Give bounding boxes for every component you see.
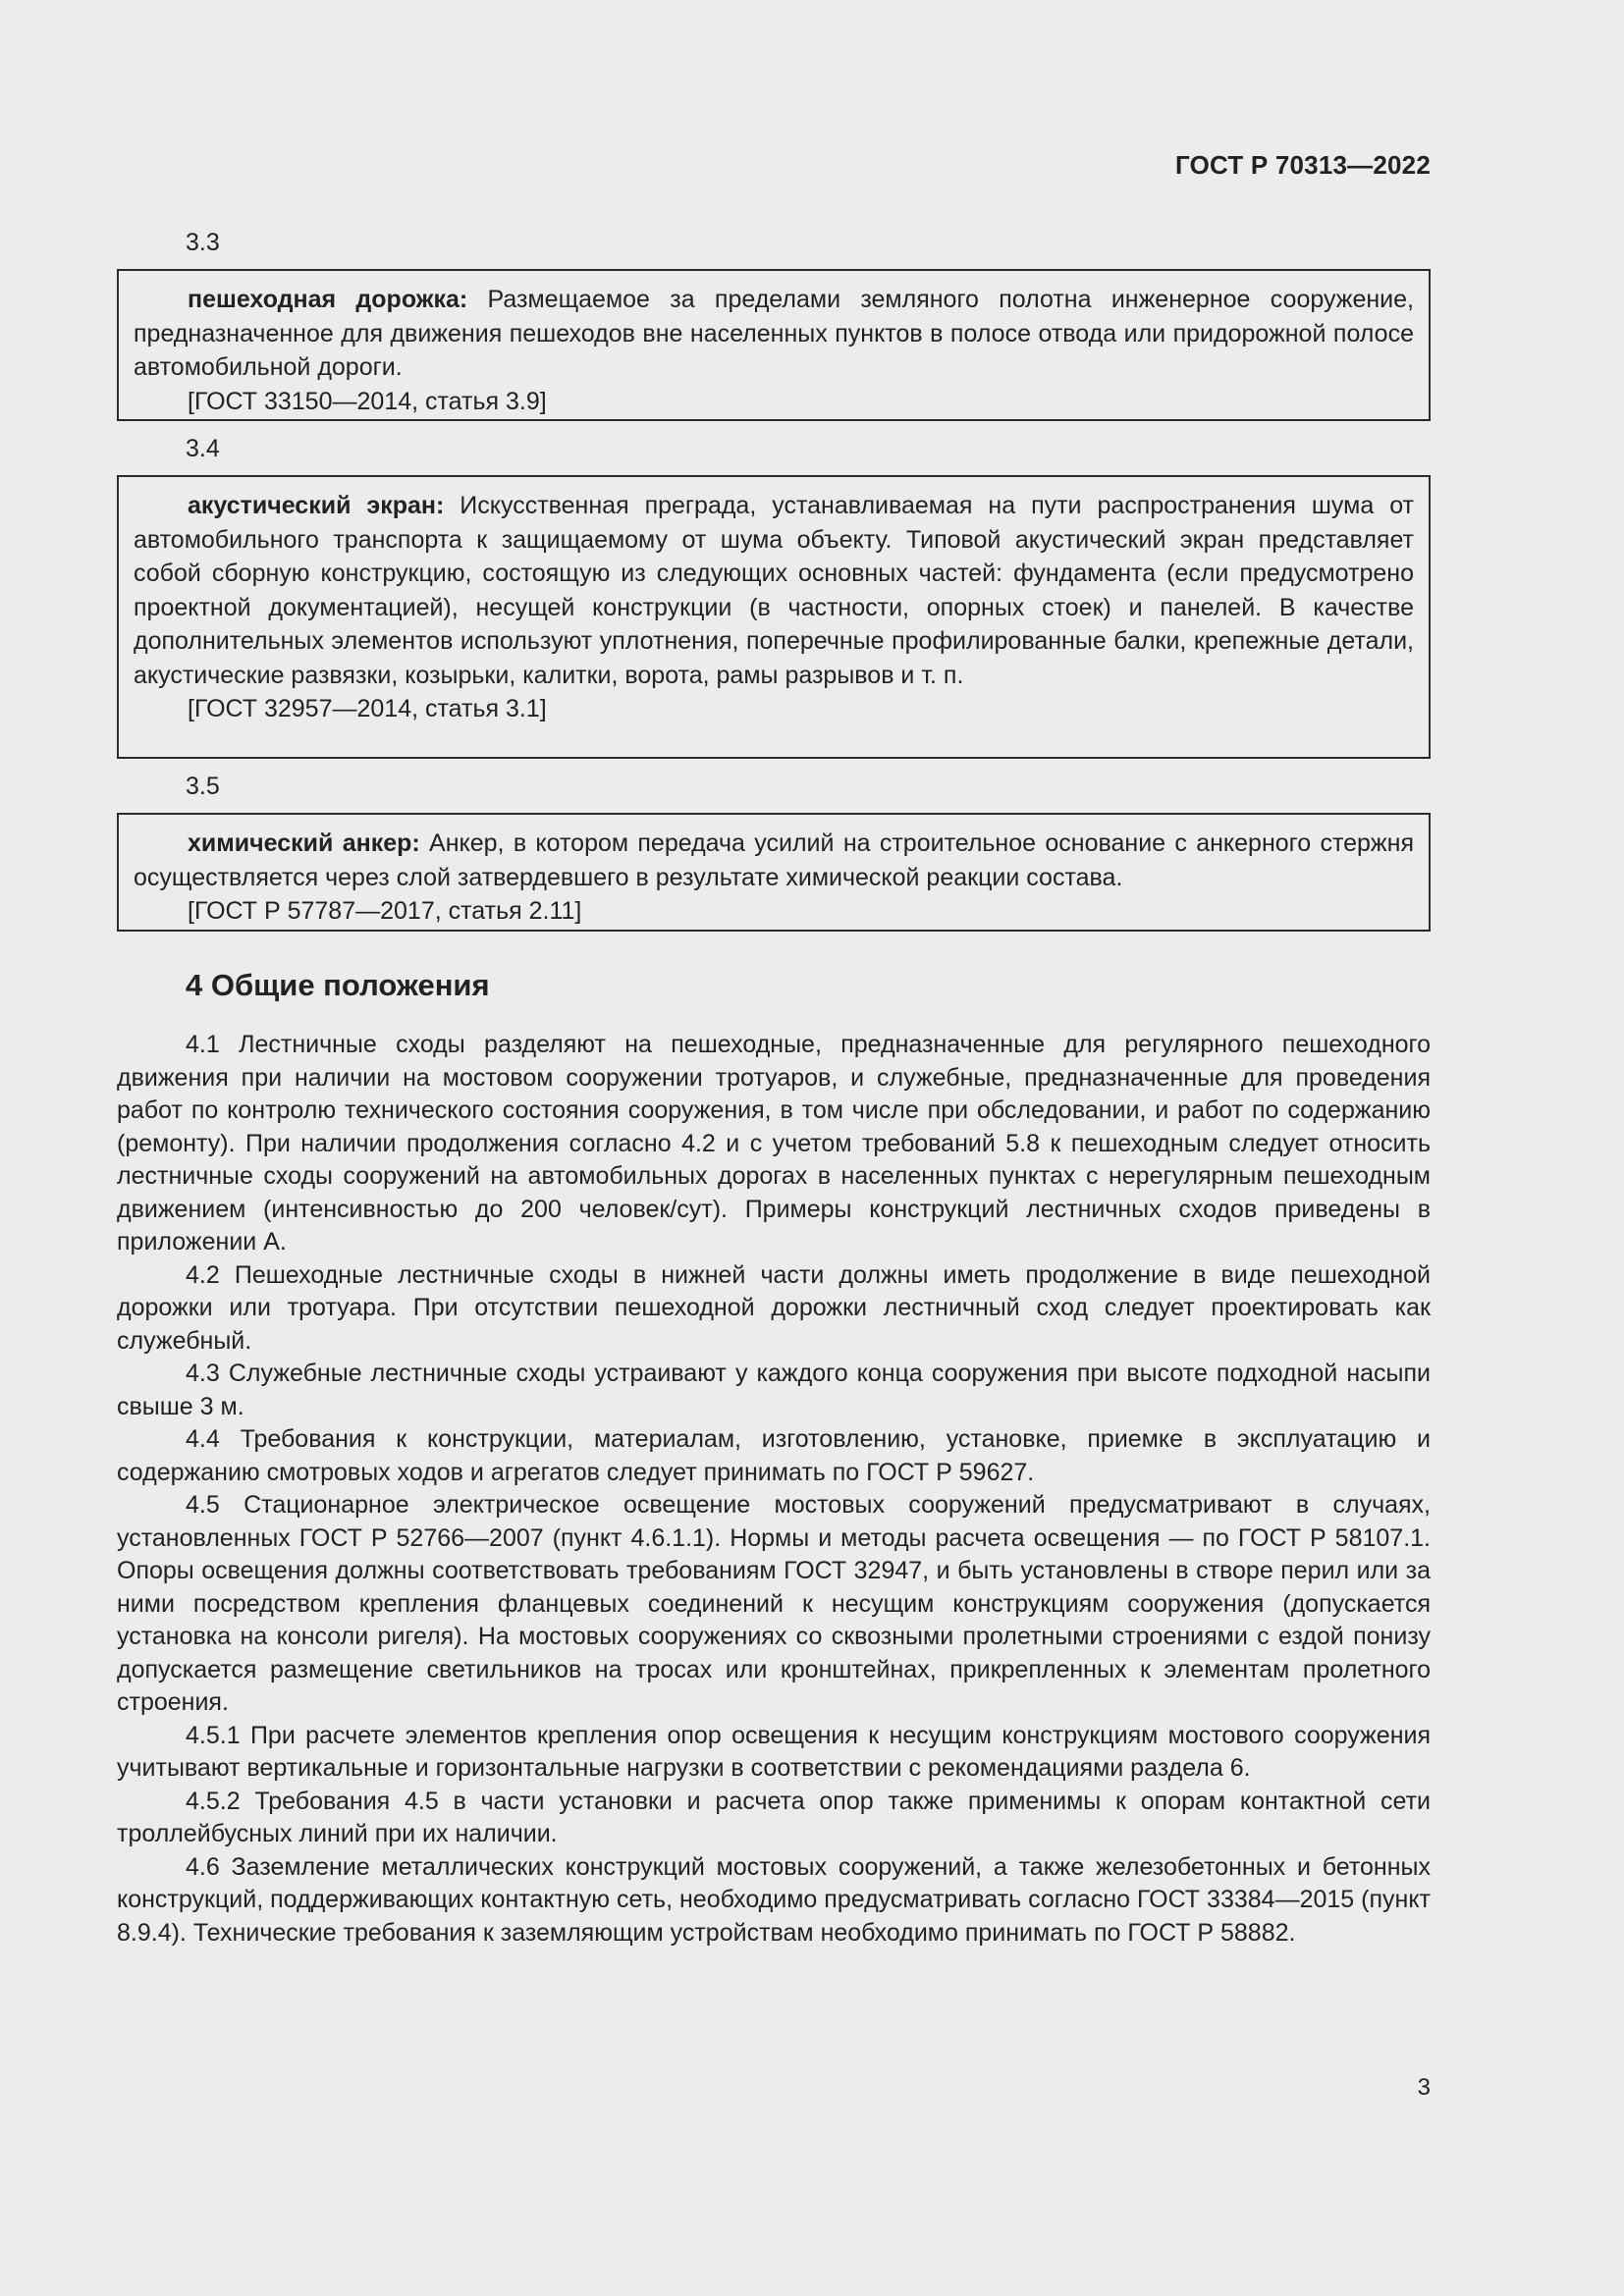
term-text [134,283,1414,385]
paragraph-4-5: 4.5 Стационарное электрическое освещение мостовых сооружений предусматривают в случаях, установленных ГОСТ Р 52766—2007 (пункт 4.6.1.1). Нормы и методы расчета освещения — по ГОСТ Р 58107.1. Опоры освещения должны соответствовать требованиям ГОСТ 32947, и быть установлены в створе перил или за ними посредством крепления фланцевых соединений к несущим конструкциям сооружения (допускается установка на консоли ригеля). На мостовых сооружениях со сквозными пролетными строениями с ездой понизу допускается размещение светильников на тросах или кронштейнах, прикрепленных к элементам пролетного строения. [117,1491,1431,1716]
term-definition: Искусственная преграда, устанавливаемая на пути распространения шума от автомобильного транспорта к защищаемому от шума объекту. Типовой акустический экран представляет собой сборную конструкцию, состоящую из следующих основных частей: фундамента (если предусмотрено проектной документацией), несущей конструкции (в частности, опорных стоек) и панелей. В качестве дополнительных элементов используют уплотнения, поперечные профилированные балки, крепежные детали, акустические развязки, козырьки, калитки, ворота, рамы разрывов и т. п. [134,492,1414,689]
page-number: 3 [1417,2074,1431,2101]
term-number: 3.4 [186,435,220,462]
term-text [134,489,1414,692]
section-title: 4 Общие положения [186,968,490,1002]
paragraph-4-1: 4.1 Лестничные сходы разделяют на пешеходные, предназначенные для регулярного пешеходного движения при наличии на мостовом сооружении тротуаров, и служебные, предназначенные для проведения работ по контролю технического состояния сооружения, в том числе при обследовании, и работ по содержанию (ремонту). При наличии продолжения согласно 4.2 и с учетом требований 5.8 к пешеходным следует относить лестничные сходы сооружений на автомобильных дорогах в населенных пунктах с нерегулярным пешеходным движением (интенсивностью до 200 человек/сут). Примеры конструкций лестничных сходов приведены в приложении А. [117,1031,1431,1255]
term-definition-box [117,475,1431,759]
section-body [117,1029,1431,1949]
term-name: акустический экран: [188,492,445,519]
term-definition-box [117,269,1431,421]
paragraph-4-5-2: 4.5.2 Требования 4.5 в части установки и расчета опор также применимы к опорам контактной сети троллейбусных линий при их наличии. [117,1787,1431,1847]
term-definition-box [117,813,1431,932]
paragraph-4-4: 4.4 Требования к конструкции, материалам, изготовлению, установке, приемке в эксплуатацию и содержанию смотровых ходов и агрегатов следует принимать по ГОСТ Р 59627. [117,1425,1431,1486]
paragraph-4-2: 4.2 Пешеходные лестничные сходы в нижней части должны иметь продолжение в виде пешеходной дорожки или тротуара. При отсутствии пешеходной дорожки лестничный сход следует проектировать как служебный. [117,1260,1431,1355]
term-name: пешеходная дорожка: [188,286,468,313]
term-name: химический анкер: [188,829,420,857]
term-text [134,827,1414,894]
document-id: ГОСТ Р 70313—2022 [1175,150,1431,180]
paragraph-4-5-1: 4.5.1 При расчете элементов крепления опор освещения к несущим конструкциям мостового сооружения учитывают вертикальные и горизонтальные нагрузки в соответствии с рекомендациями раздела 6. [117,1721,1431,1782]
term-definition: Анкер, в котором передача усилий на строительное основание с анкерного стержня осуществляется через слой затвердевшего в результате химической реакции состава. [134,829,1414,891]
term-source: [ГОСТ 32957—2014, статья 3.1] [188,695,547,722]
term-source: [ГОСТ Р 57787—2017, статья 2.11] [188,897,582,925]
term-source: [ГОСТ 33150—2014, статья 3.9] [188,387,547,415]
term-definition: Размещаемое за пределами земляного полотна инженерное сооружение, предназначенное для движения пешеходов вне населенных пунктов в полосе отвода или придорожной полосе автомобильной дороги. [134,286,1414,381]
term-number: 3.3 [186,229,220,256]
paragraph-4-6: 4.6 Заземление металлических конструкций мостовых сооружений, а также железобетонных и бетонных конструкций, поддерживающих контактную сеть, необходимо предусматривать согласно ГОСТ 33384—2015 (пункт 8.9.4). Технические требования к заземляющим устройствам необходимо принимать по ГОСТ Р 58882. [117,1852,1431,1947]
term-number: 3.5 [186,773,220,800]
paragraph-4-3: 4.3 Служебные лестничные сходы устраивают у каждого конца сооружения при высоте подходной насыпи свыше 3 м. [117,1360,1431,1420]
